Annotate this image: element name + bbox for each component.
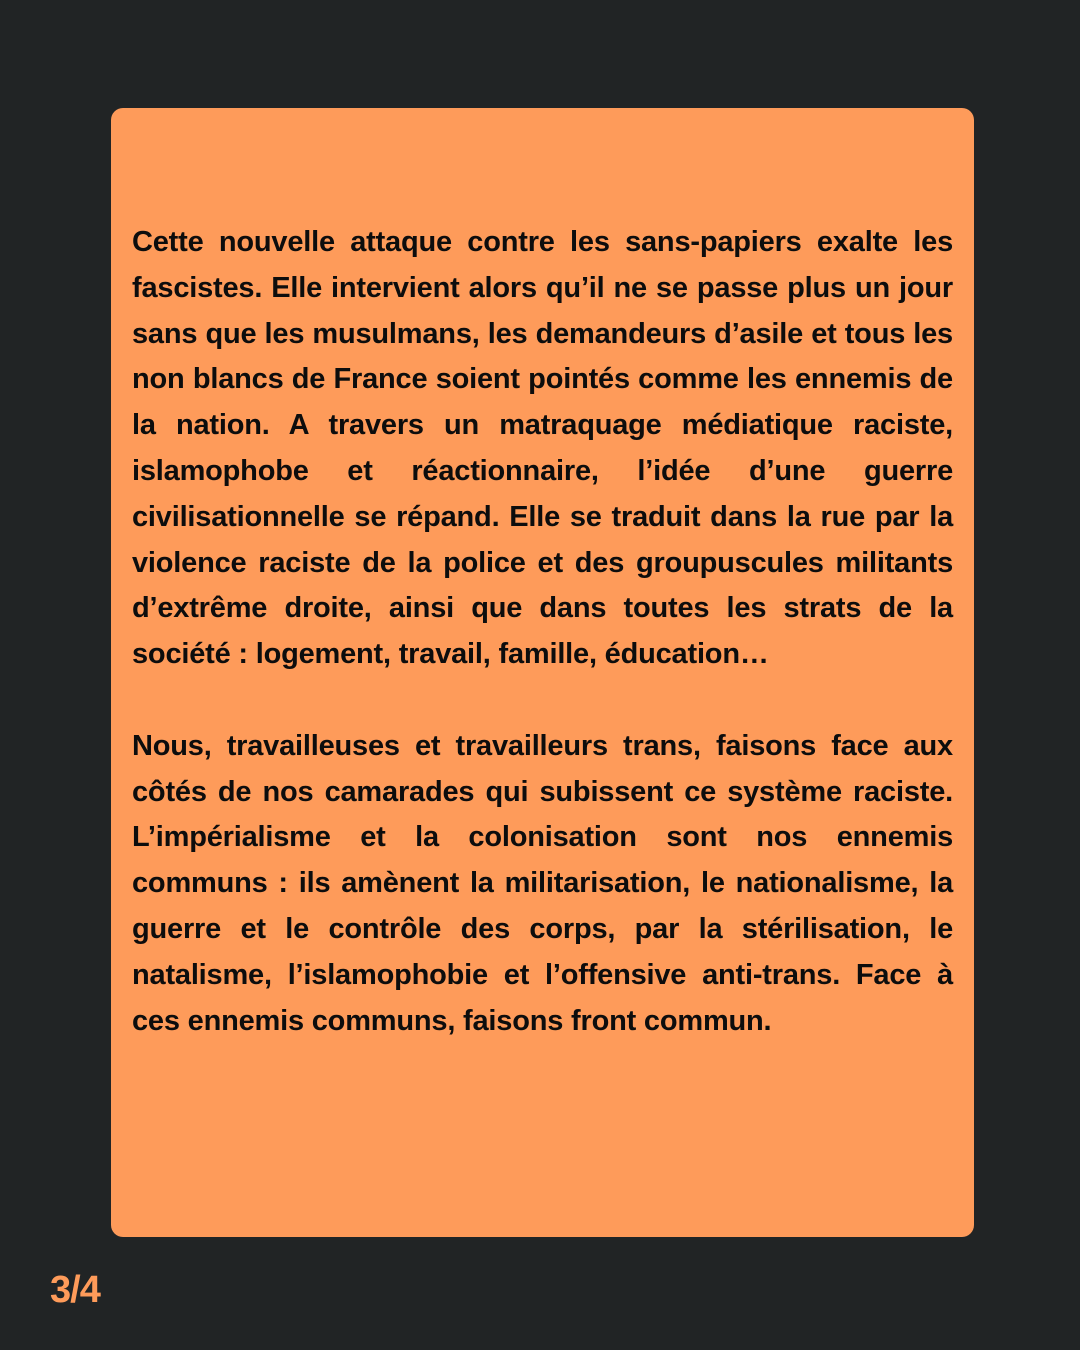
body-text xyxy=(132,220,953,1044)
paragraph-1: Cette nouvelle attaque contre les sans-papiers exalte les fascistes. Elle intervient alors qu’il ne se passe plus un jour sans que les musulmans, les demandeurs d’asile et tous les non blancs de France soient pointés comme les ennemis de la nation. A travers un matraquage médiatique raciste, islamophobe et réactionnaire, l’idée d’une guerre civilisationnelle se répand. Elle se traduit dans la rue par la violence raciste de la police et des groupuscules militants d’extrême droite, ainsi que dans toutes les strats de la société : logement, travail, famille, éducation… xyxy=(132,226,953,671)
page-indicator: 3/4 xyxy=(50,1269,100,1311)
content-card xyxy=(111,108,974,1237)
paragraph-2: Nous, travailleuses et travailleurs trans, faisons face aux côtés de nos camarades qui subissent ce système raciste. L’impérialisme et la colonisation sont nos ennemis communs : ils amènent la militarisation, le nationalisme, la guerre et le contrôle des corps, par la stérilisation, le natalisme, l’islamophobie et l’offensive anti-trans. Face à ces ennemis communs, faisons front commun. xyxy=(132,729,953,1037)
